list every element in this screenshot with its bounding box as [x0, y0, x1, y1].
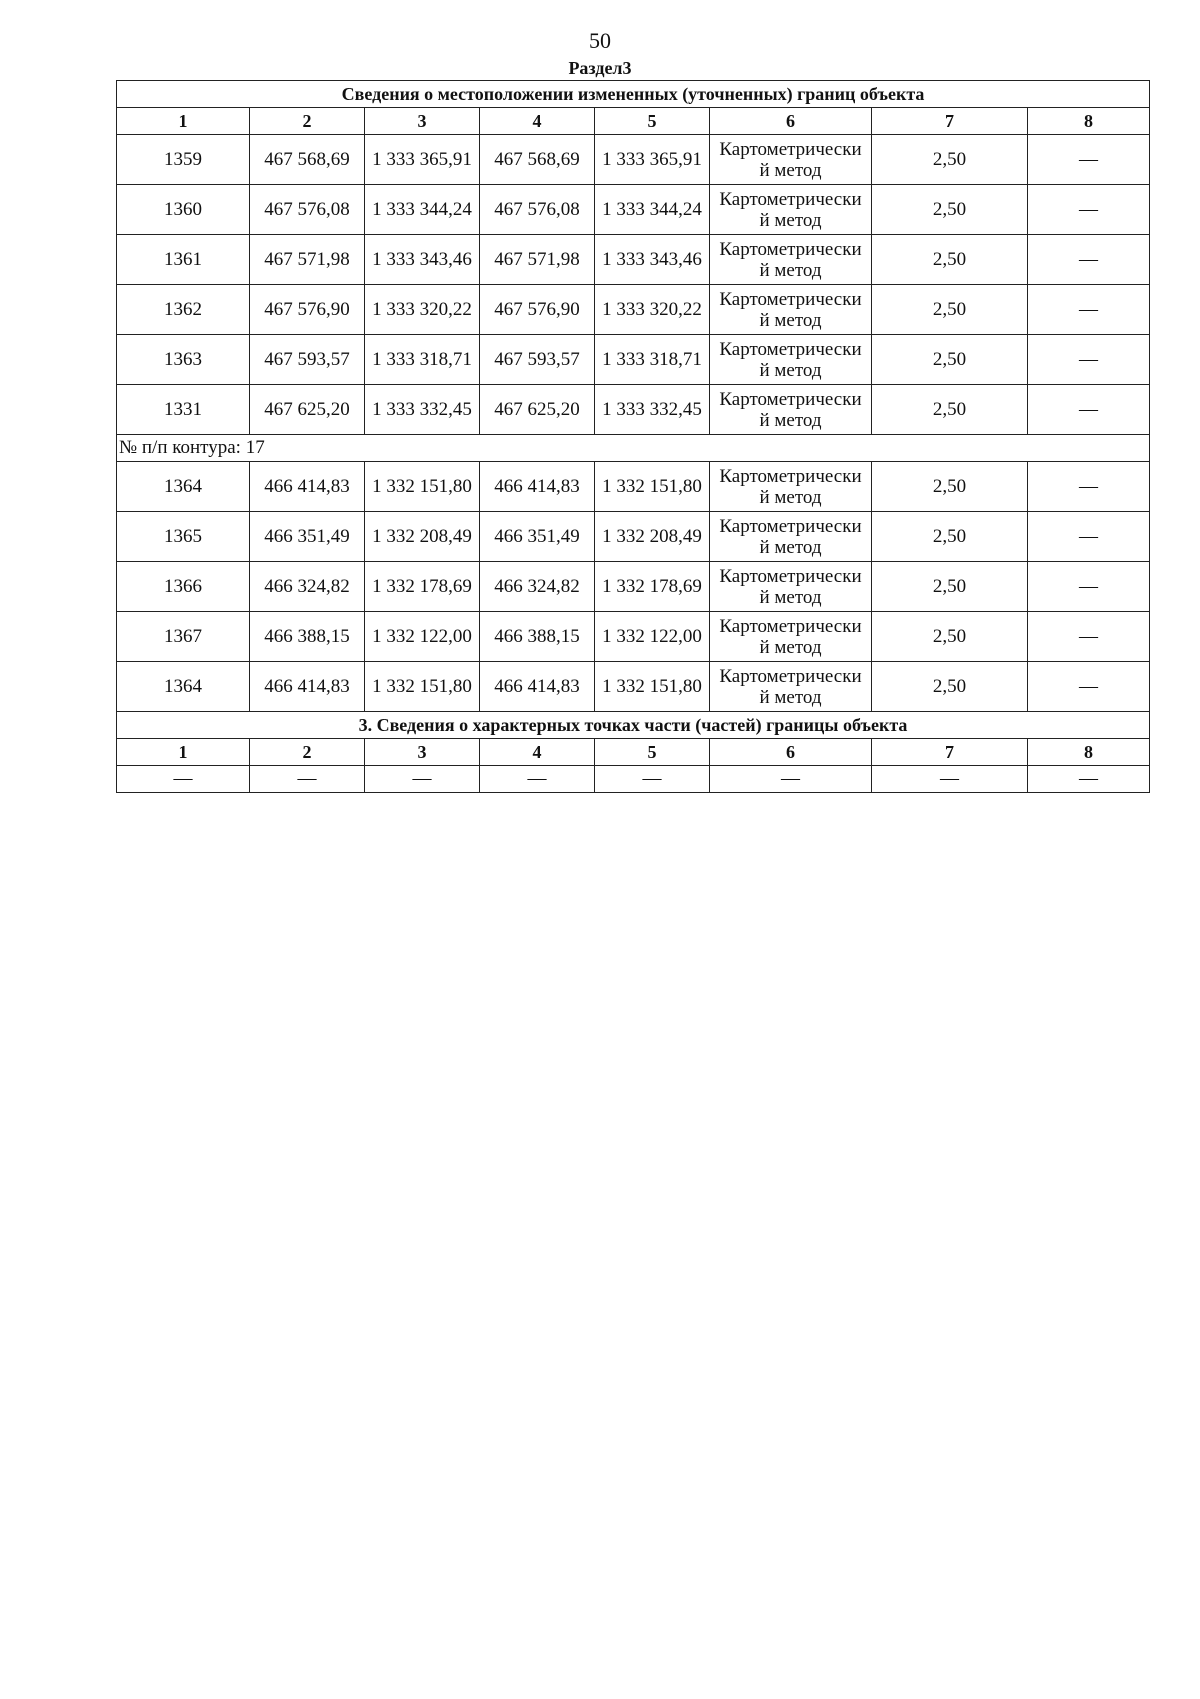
column-number: 3: [365, 108, 480, 135]
x-old-coordinate: 466 388,15: [250, 612, 365, 662]
method-line-2: й метод: [759, 159, 822, 181]
x-new-coordinate: 466 324,82: [480, 562, 595, 612]
table2-title-row: [117, 712, 1150, 739]
table-row: [117, 385, 1150, 435]
method: [710, 235, 872, 285]
table1-title-row: [117, 81, 1150, 108]
x-old-coordinate: 467 593,57: [250, 335, 365, 385]
method: [710, 462, 872, 512]
table2-empty-row: [117, 766, 1150, 793]
method-line-1: Картометрически: [719, 188, 862, 210]
method: [710, 662, 872, 712]
note-value: —: [1028, 185, 1150, 235]
x-new-coordinate: 466 388,15: [480, 612, 595, 662]
accuracy-value: 2,50: [872, 385, 1028, 435]
column-number: 3: [365, 739, 480, 766]
empty-cell: —: [365, 766, 480, 793]
y-old-coordinate: 1 332 178,69: [365, 562, 480, 612]
method-line-2: й метод: [759, 309, 822, 331]
column-number: 8: [1028, 739, 1150, 766]
point-number: 1360: [117, 185, 250, 235]
table2-column-numbers-row: [117, 739, 1150, 766]
x-old-coordinate: 466 414,83: [250, 662, 365, 712]
column-number: 4: [480, 739, 595, 766]
method-line-1: Картометрически: [719, 465, 862, 487]
method-line-1: Картометрически: [719, 138, 862, 160]
y-old-coordinate: 1 333 365,91: [365, 135, 480, 185]
coordinates-table: [116, 80, 1150, 793]
x-new-coordinate: 467 576,08: [480, 185, 595, 235]
table2-title: 3. Сведения о характерных точках части (частей) границы объекта: [117, 712, 1150, 739]
table-body: [117, 81, 1150, 793]
method: [710, 562, 872, 612]
page-number: 50: [589, 28, 611, 53]
method: [710, 335, 872, 385]
x-old-coordinate: 466 414,83: [250, 462, 365, 512]
method: [710, 135, 872, 185]
y-new-coordinate: 1 333 332,45: [595, 385, 710, 435]
point-number: 1366: [117, 562, 250, 612]
y-old-coordinate: 1 333 332,45: [365, 385, 480, 435]
x-old-coordinate: 467 576,08: [250, 185, 365, 235]
accuracy-value: 2,50: [872, 135, 1028, 185]
point-number: 1359: [117, 135, 250, 185]
method-line-1: Картометрически: [719, 288, 862, 310]
y-new-coordinate: 1 333 365,91: [595, 135, 710, 185]
x-old-coordinate: 467 568,69: [250, 135, 365, 185]
column-number: 5: [595, 108, 710, 135]
column-number: 2: [250, 739, 365, 766]
accuracy-value: 2,50: [872, 462, 1028, 512]
accuracy-value: 2,50: [872, 512, 1028, 562]
y-new-coordinate: 1 333 343,46: [595, 235, 710, 285]
column-number: 6: [710, 739, 872, 766]
contour-row: [117, 435, 1150, 462]
accuracy-value: 2,50: [872, 185, 1028, 235]
method-line-1: Картометрически: [719, 238, 862, 260]
method-line-2: й метод: [759, 209, 822, 231]
note-value: —: [1028, 285, 1150, 335]
column-number: 2: [250, 108, 365, 135]
accuracy-value: 2,50: [872, 235, 1028, 285]
table-row: [117, 612, 1150, 662]
table-row: [117, 512, 1150, 562]
empty-cell: —: [480, 766, 595, 793]
x-new-coordinate: 467 571,98: [480, 235, 595, 285]
column-number: 1: [117, 108, 250, 135]
y-old-coordinate: 1 333 320,22: [365, 285, 480, 335]
method-line-1: Картометрически: [719, 338, 862, 360]
contour-label: № п/п контура: 17: [117, 435, 1150, 462]
accuracy-value: 2,50: [872, 562, 1028, 612]
method-line-1: Картометрически: [719, 565, 862, 587]
y-new-coordinate: 1 333 318,71: [595, 335, 710, 385]
accuracy-value: 2,50: [872, 335, 1028, 385]
point-number: 1331: [117, 385, 250, 435]
y-new-coordinate: 1 332 151,80: [595, 462, 710, 512]
column-number: 7: [872, 108, 1028, 135]
y-old-coordinate: 1 332 151,80: [365, 462, 480, 512]
column-number: 5: [595, 739, 710, 766]
point-number: 1363: [117, 335, 250, 385]
empty-cell: —: [710, 766, 872, 793]
column-number: 1: [117, 739, 250, 766]
method-line-1: Картометрически: [719, 615, 862, 637]
empty-cell: —: [595, 766, 710, 793]
empty-cell: —: [1028, 766, 1150, 793]
table-row: [117, 562, 1150, 612]
table-row: [117, 185, 1150, 235]
x-new-coordinate: 467 593,57: [480, 335, 595, 385]
x-old-coordinate: 467 625,20: [250, 385, 365, 435]
method: [710, 385, 872, 435]
method-line-1: Картометрически: [719, 388, 862, 410]
method: [710, 512, 872, 562]
method-line-2: й метод: [759, 636, 822, 658]
x-old-coordinate: 466 324,82: [250, 562, 365, 612]
x-new-coordinate: 467 576,90: [480, 285, 595, 335]
point-number: 1365: [117, 512, 250, 562]
point-number: 1364: [117, 662, 250, 712]
y-old-coordinate: 1 332 151,80: [365, 662, 480, 712]
y-new-coordinate: 1 332 178,69: [595, 562, 710, 612]
empty-cell: —: [117, 766, 250, 793]
point-number: 1364: [117, 462, 250, 512]
table-row: [117, 285, 1150, 335]
note-value: —: [1028, 135, 1150, 185]
y-old-coordinate: 1 333 343,46: [365, 235, 480, 285]
column-number: 6: [710, 108, 872, 135]
table1-column-numbers-row: [117, 108, 1150, 135]
y-old-coordinate: 1 333 318,71: [365, 335, 480, 385]
column-number: 7: [872, 739, 1028, 766]
y-old-coordinate: 1 332 122,00: [365, 612, 480, 662]
method-line-2: й метод: [759, 586, 822, 608]
method-line-2: й метод: [759, 536, 822, 558]
note-value: —: [1028, 512, 1150, 562]
method-line-2: й метод: [759, 409, 822, 431]
method-line-2: й метод: [759, 686, 822, 708]
note-value: —: [1028, 335, 1150, 385]
accuracy-value: 2,50: [872, 662, 1028, 712]
method: [710, 612, 872, 662]
method-line-2: й метод: [759, 259, 822, 281]
method: [710, 285, 872, 335]
y-new-coordinate: 1 333 320,22: [595, 285, 710, 335]
x-new-coordinate: 467 568,69: [480, 135, 595, 185]
column-number: 4: [480, 108, 595, 135]
point-number: 1361: [117, 235, 250, 285]
method: [710, 185, 872, 235]
accuracy-value: 2,50: [872, 612, 1028, 662]
empty-cell: —: [250, 766, 365, 793]
note-value: —: [1028, 385, 1150, 435]
y-new-coordinate: 1 332 151,80: [595, 662, 710, 712]
point-number: 1362: [117, 285, 250, 335]
table-row: [117, 335, 1150, 385]
x-new-coordinate: 466 414,83: [480, 662, 595, 712]
point-number: 1367: [117, 612, 250, 662]
y-old-coordinate: 1 333 344,24: [365, 185, 480, 235]
y-new-coordinate: 1 333 344,24: [595, 185, 710, 235]
note-value: —: [1028, 235, 1150, 285]
x-new-coordinate: 466 351,49: [480, 512, 595, 562]
column-number: 8: [1028, 108, 1150, 135]
empty-cell: —: [872, 766, 1028, 793]
y-new-coordinate: 1 332 208,49: [595, 512, 710, 562]
x-old-coordinate: 466 351,49: [250, 512, 365, 562]
table-row: [117, 135, 1150, 185]
accuracy-value: 2,50: [872, 285, 1028, 335]
method-line-1: Картометрически: [719, 515, 862, 537]
table1-title: Сведения о местоположении измененных (уточненных) границ объекта: [117, 81, 1150, 108]
table-row: [117, 462, 1150, 512]
section-title: Раздел3: [568, 58, 632, 78]
note-value: —: [1028, 562, 1150, 612]
method-line-2: й метод: [759, 486, 822, 508]
method-line-2: й метод: [759, 359, 822, 381]
table-row: [117, 662, 1150, 712]
x-old-coordinate: 467 576,90: [250, 285, 365, 335]
method-line-1: Картометрически: [719, 665, 862, 687]
note-value: —: [1028, 612, 1150, 662]
x-new-coordinate: 466 414,83: [480, 462, 595, 512]
note-value: —: [1028, 462, 1150, 512]
table-row: [117, 235, 1150, 285]
x-new-coordinate: 467 625,20: [480, 385, 595, 435]
y-old-coordinate: 1 332 208,49: [365, 512, 480, 562]
y-new-coordinate: 1 332 122,00: [595, 612, 710, 662]
note-value: —: [1028, 662, 1150, 712]
x-old-coordinate: 467 571,98: [250, 235, 365, 285]
